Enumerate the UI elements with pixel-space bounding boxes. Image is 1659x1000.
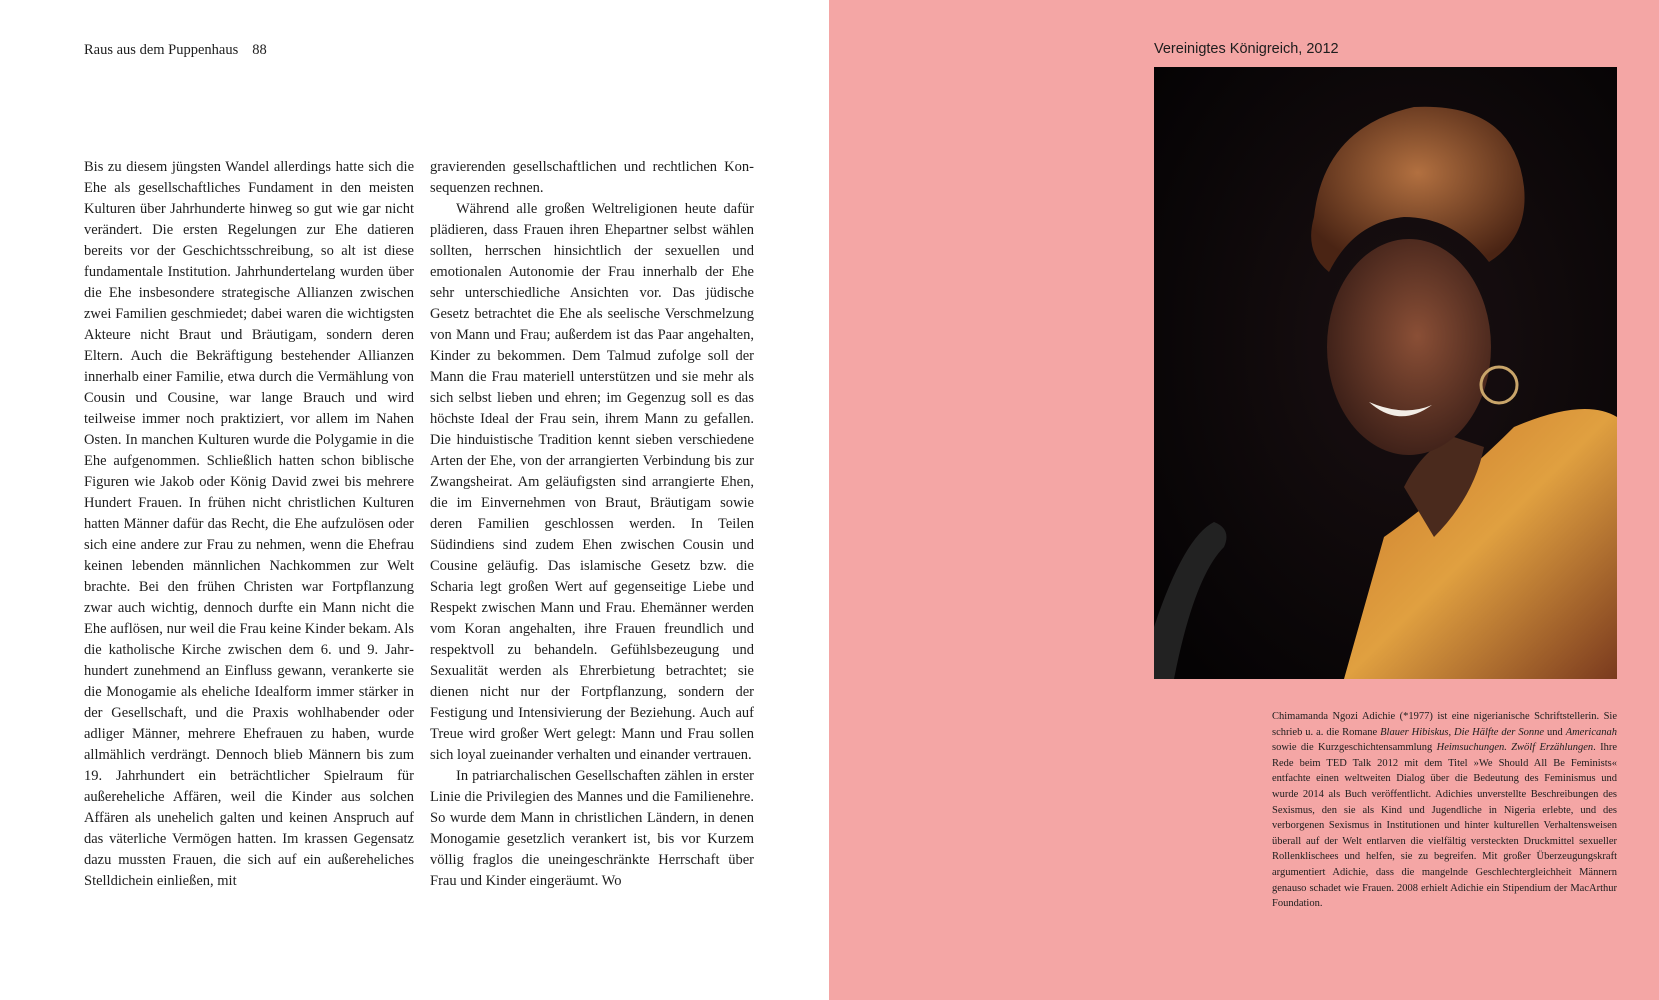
- portrait-illustration: [1154, 67, 1617, 679]
- bio-text: ,: [1448, 726, 1455, 738]
- portrait-photo: [1154, 67, 1617, 679]
- book-title: Raus aus dem Puppenhaus: [84, 42, 239, 58]
- paragraph: gravierenden gesellschaftlichen und rechtlichen Konsequenzen rechnen.: [430, 159, 754, 196]
- bio-text: . Ihre Rede beim TED Talk 2012 mit dem Titel »We Should All Be Feminists« entfachte einen weltweiten Dialog über die Bedeutung des Feminismus und wurde 2014 als Buch veröffentlicht. Adichies unverstellte Beschreibungen des Sexismus, den sie als Kind und Jugendliche in Nigeria erlebte, und des verborgenen Sexismus in Institutionen und hinter kulturellen Verhaltensweisen überall auf der Welt entlarven die vielfältig versteckten Druckmittel sexueller Rollenklischees und helfen, sie zu begreifen. Mit großer Überzeugungskraft argumentiert Adichie, dass die mangelnde Geschlechtergleichheit Männern genauso schadet wie Frauen. 2008 erhielt Adichie ein Stipendium der MacArthur Foundation.: [1272, 742, 1617, 910]
- bio-book-title: Heimsuchungen. Zwölf Erzählungen: [1436, 742, 1594, 754]
- bio-book-title: Blauer Hibiskus: [1380, 726, 1449, 738]
- photo-location-caption: Vereinigtes Königreich, 2012: [1154, 41, 1339, 57]
- bio-book-title: Die Hälfte der Sonne: [1454, 726, 1544, 738]
- bio-text: und: [1544, 726, 1566, 738]
- bio-text: sowie die Kurzgeschichtensammlung: [1272, 742, 1437, 754]
- page-number: 88: [252, 42, 267, 58]
- photo-bio-caption: [1272, 709, 1617, 912]
- running-head: [84, 42, 267, 59]
- text-column-1: [84, 157, 414, 892]
- face-shape: [1327, 239, 1491, 455]
- left-page: [0, 0, 829, 1000]
- paragraph: Während alle großen Weltreligionen heute dafür plädieren, dass Frauen ihren Ehepartner selbst wählen sollten, herrschen hinsichtlich der sexuellen und emotionalen Autonomie der Frau innerhalb der Ehe sehr unterschiedliche Ansichten vor. Das jüdische Gesetz betrachtet die Ehe als seelische Verschmelzung von Mann und Frau; außerdem ist das Paar angehalten, Kinder zu bekommen. Dem Talmud zufolge soll der Mann die Frau materiell unterstützen und sie mehr als sich selbst lieben und ehren; im Gegenzug soll es das höchste Ideal der Frau sein, ihrem Mann zu gefallen. Die hinduistische Tradition kennt sieben verschiedene Arten der Ehe, von der arrangierten Verbindung bis zur Zwangsheirat. Am geläufigsten sind arrangierte Ehen, die im Einvernehmen von Braut, Bräutigam sowie deren Familien geschlossen werden. In Teilen Südindiens sind zudem Ehen zwischen Cousin und Cousine geläufig. Das islamische Gesetz bzw. die Scharia legt großen Wert auf gegenseitige Liebe und Respekt zwischen Mann und Frau. Ehemänner werden vom Koran angehalten, ihre Frauen freundlich und respektvoll zu behandeln. Gefühlsbezeugung und Sexualität werden als Ehrerbietung betrachtet; sie dienen nicht nur der Fortpflanzung, sondern der Festigung und Intensivierung der Beziehung. Auch auf Treue wird großer Wert gelegt: Mann und Frau sollen sich loyal zueinander verhalten und einander vertrauen.: [430, 201, 754, 763]
- paragraph: Bis zu diesem jüngsten Wandel allerdings hatte sich die Ehe als gesellschaftliches Fundament in den meisten Kulturen über Jahrhunderte hinweg so gut wie gar nicht verändert. Die ersten Regelungen zur Ehe datieren bereits vor der Geschichtsschreibung, so alt ist diese fundamentale Institution. Jahrhundertelang wurden über die Ehe insbesondere strategische Allianzen zwischen zwei Familien geschmiedet; dabei waren die wichtigsten Akteure nicht Braut und Bräutigam, sondern deren Eltern. Auch die Bekräftigung bestehender Allianzen innerhalb einer Familie, etwa durch die Vermählung von Cousin und Cousine, war lange Brauch und wird teilweise immer noch praktiziert, vor allem im Nahen Osten. In manchen Kulturen wurde die Polygamie in die Ehe aufgenommen. Schließlich hatten schon biblische Figuren wie Jakob oder König David zwei bis mehrere Hundert Frauen. In frühen nicht christlichen Kulturen hatten Männer dafür das Recht, die Ehe aufzulösen oder sich eine andere zur Frau zu nehmen, wenn die Ehefrau keinen lebenden männlichen Nachkommen zur Welt brachte. Bei den frühen Christen war Fortpflanzung zwar auch wichtig, dennoch durfte ein Mann nicht die Ehe auflösen, nur weil die Frau keine Kinder bekam. Als die katholische Kirche zwischen dem 6. und 9. Jahrhundert zunehmend an Einfluss gewann, verankerte sie die Monogamie als eheliche Idealform immer stärker in der Gesellschaft, und die Praxis wohlhabender oder adliger Männer, mehrere Ehefrauen zu haben, wurde allmählich verdrängt. Dennoch blieb Männern bis zum 19. Jahrhundert ein beträchtlicher Spielraum für außereheliche Affären, weil die Kinder aus solchen Affären als unehelich galten und keinen Anspruch auf das väterliche Vermögen hatten. Im krassen Gegensatz dazu mussten Frauen, die sich auf ein außereheliches Stelldichein einließen, mit: [84, 159, 414, 889]
- bio-text: Chimamanda Ngozi Adichie (*1977) ist eine nigerianische Schriftstellerin. Sie schrieb u. a. die Romane: [1272, 711, 1617, 738]
- bio-book-title: Americanah: [1565, 726, 1618, 738]
- paragraph: In patriarchalischen Gesellschaften zählen in erster Linie die Privilegien des Mannes und die Familienehre. So wurde dem Mann in christlichen Ländern, in denen Monogamie gesetzlich verankert ist, bis vor Kurzem völlig fraglos die uneingeschränkte Herrschaft über Frau und Kinder eingeräumt. Wo: [430, 768, 754, 889]
- text-column-2: [430, 157, 754, 892]
